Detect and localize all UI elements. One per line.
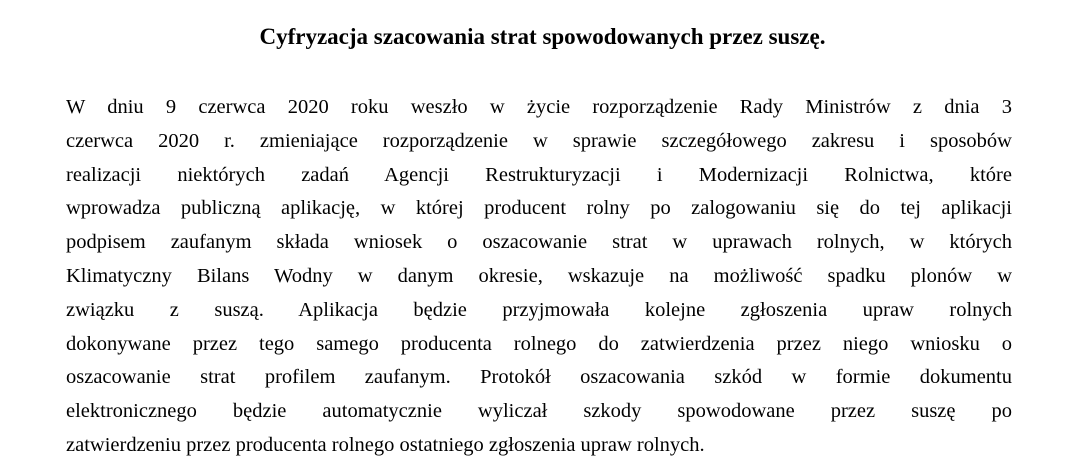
paragraph-line: oszacowanie strat profilem zaufanym. Protokół oszacowania szkód w formie dokumentu [66,366,1012,389]
paragraph-line: W dniu 9 czerwca 2020 roku weszło w życie rozporządzenie Rady Ministrów z dnia 3 [66,96,1012,118]
paragraph-line: wprowadza publiczną aplikację, w której producent rolny po zalogowaniu się do tej aplikacji [66,197,1012,220]
paragraph-line: podpisem zaufanym składa wniosek o oszacowanie strat w uprawach rolnych, w których [66,231,1012,254]
paragraph-line: związku z suszą. Aplikacja będzie przyjmowała kolejne zgłoszenia upraw rolnych [66,298,1012,321]
paragraph-line: czerwca 2020 r. zmieniające rozporządzenie w sprawie szczegółowego zakresu i sposobów [66,129,1012,152]
paragraph-line: Klimatyczny Bilans Wodny w danym okresie, wskazuje na możliwość spadku plonów w [66,264,1012,287]
paragraph-line: dokonywane przez tego samego producenta rolnego do zatwierdzenia przez niego wniosku o [66,332,1012,355]
paragraph-line: zatwierdzeniu przez producenta rolnego ostatniego zgłoszenia upraw rolnych. [66,433,705,456]
document-paragraph [66,91,1012,463]
paragraph-line: elektronicznego będzie automatycznie wyliczał szkody spowodowane przez suszę po [66,400,1012,423]
document-title: Cyfryzacja szacowania strat spowodowanych przez suszę. [259,24,826,49]
paragraph-line: realizacji niektórych zadań Agencji Restrukturyzacji i Modernizacji Rolnictwa, które [66,163,1012,186]
